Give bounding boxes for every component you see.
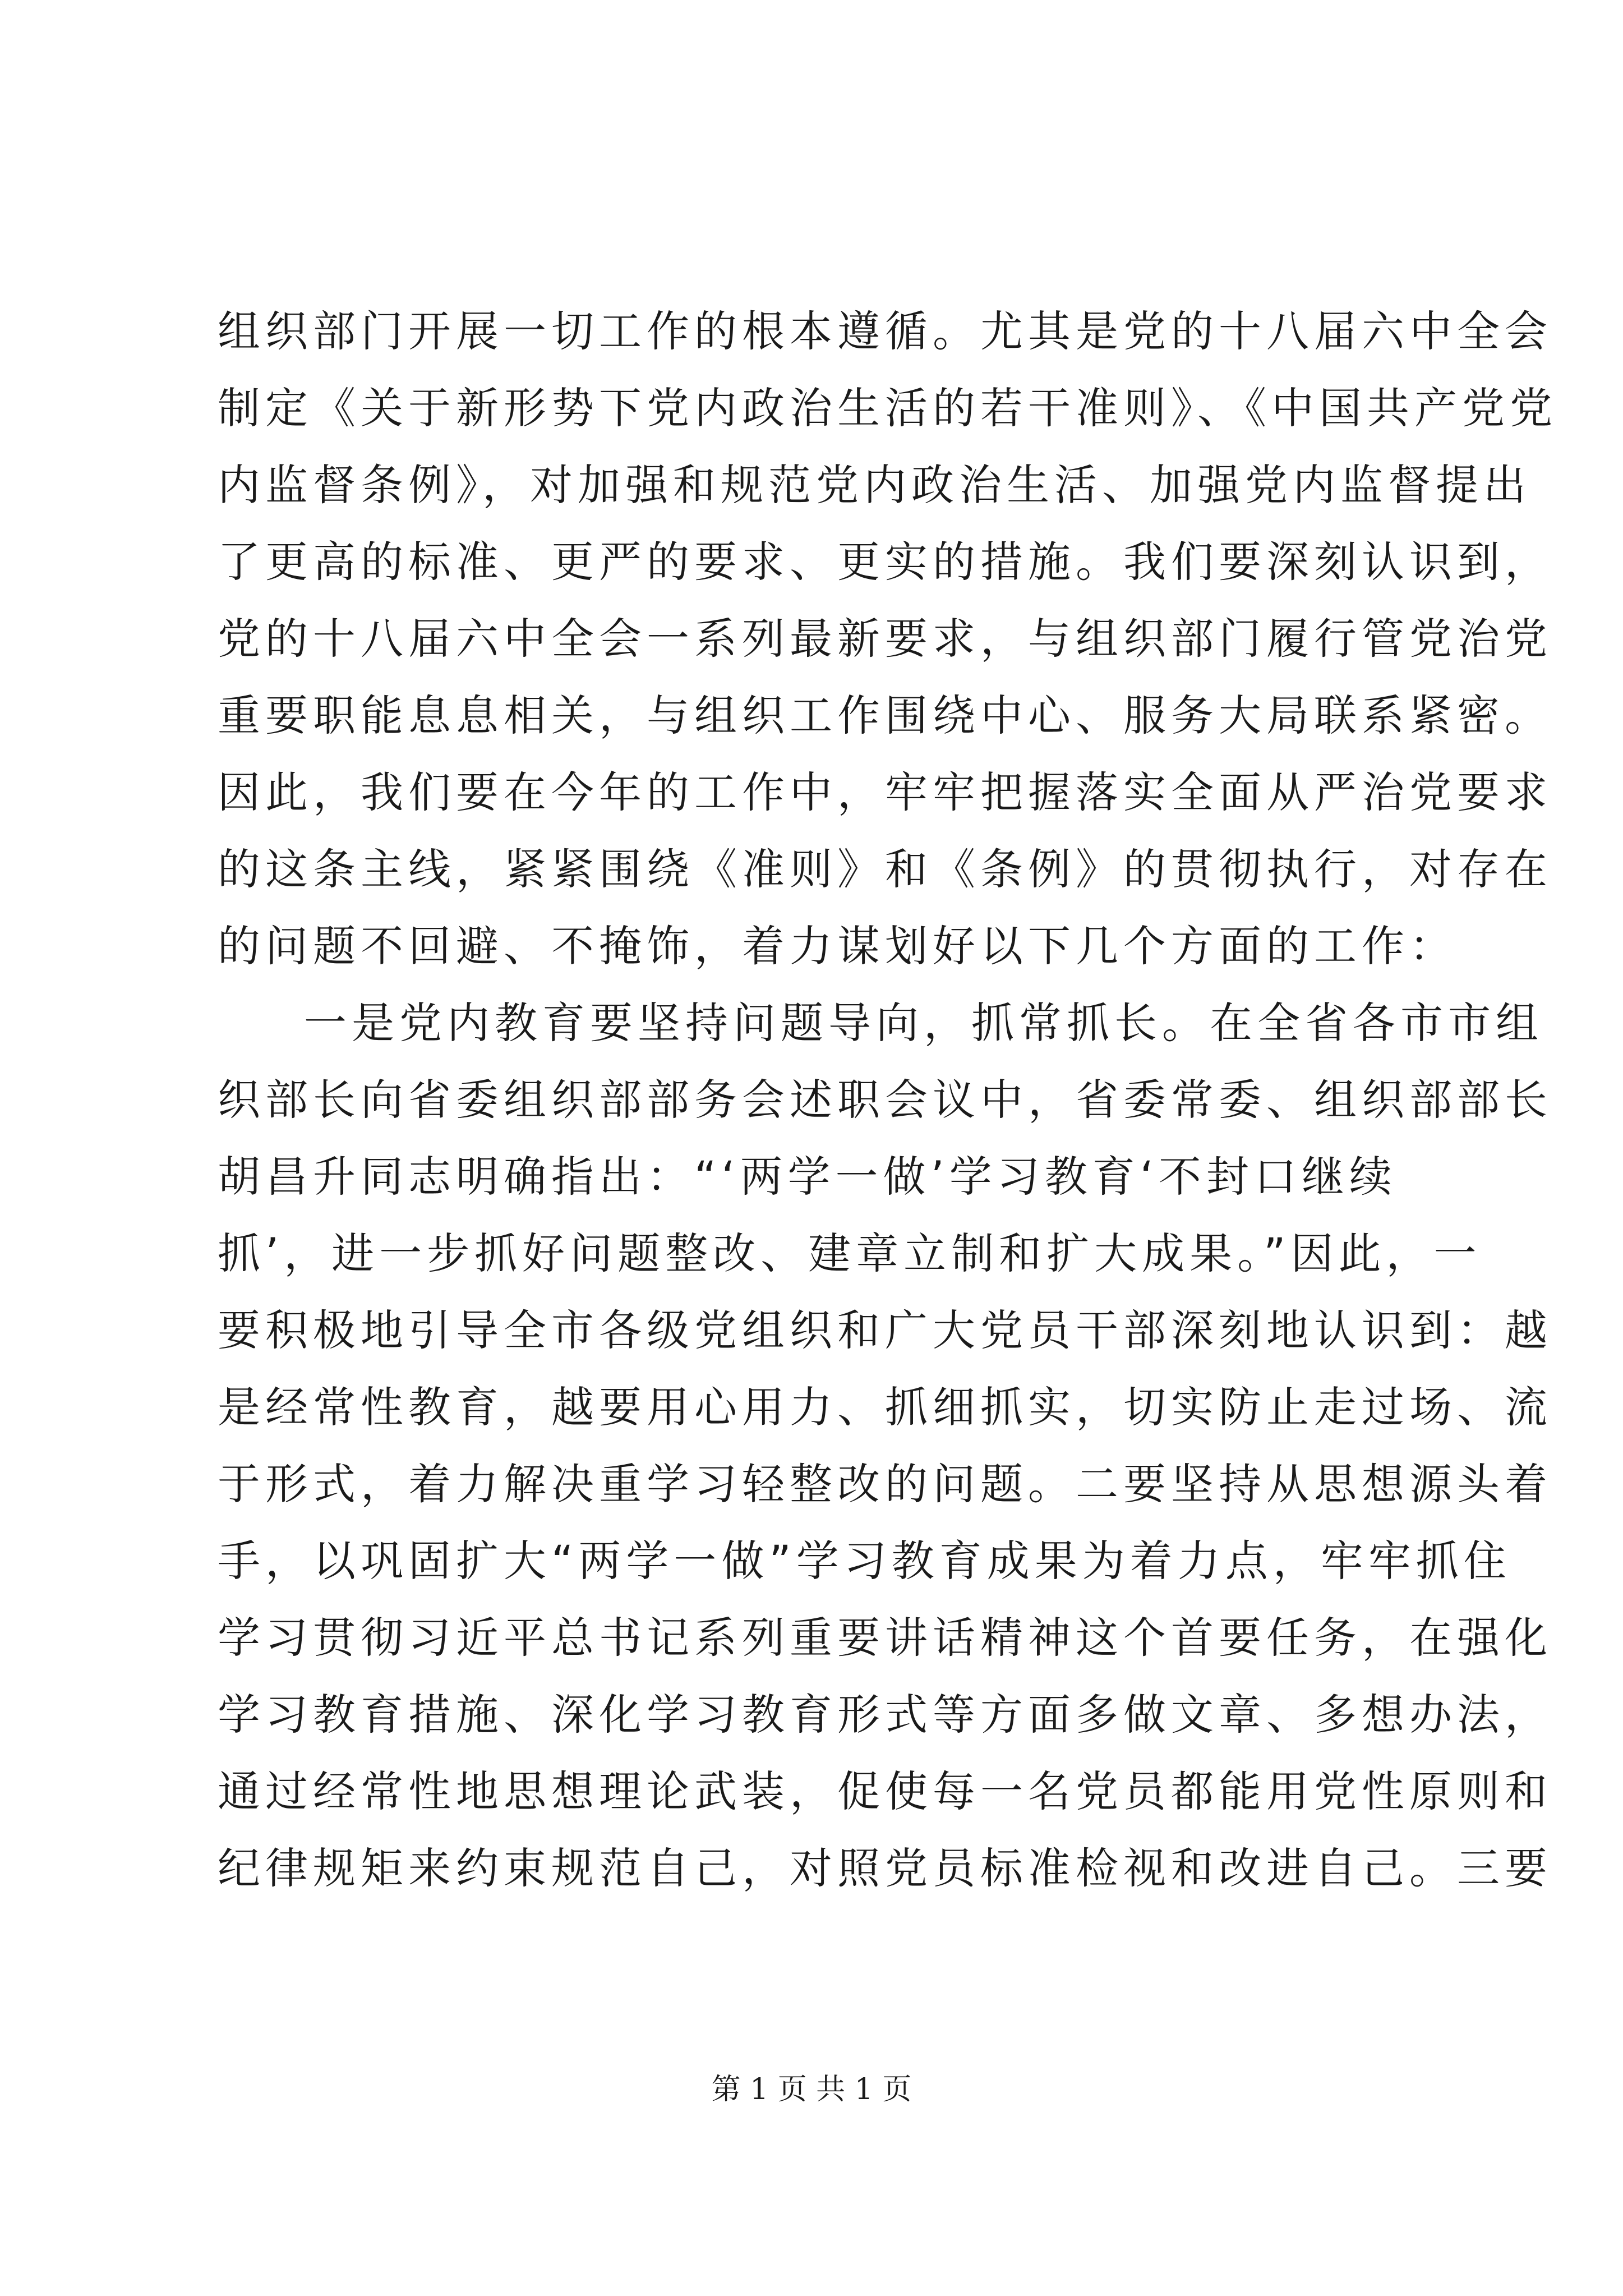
body-text-line: 党的十八届六中全会一系列最新要求，与组织部门履行管党治党 [218, 614, 1552, 664]
body-text-line: 了更高的标准、更严的要求、更实的措施。我们要深刻认识到， [218, 537, 1552, 587]
body-text-line: 通过经常性地思想理论武装，促使每一名党员都能用党性原则和 [218, 1766, 1552, 1816]
body-text-line: 重要职能息息相关，与组织工作围绕中心、服务大局联系紧密。 [218, 691, 1552, 740]
body-text-line: 是经常性教育，越要用心用力、抓细抓实，切实防止走过场、流 [218, 1382, 1552, 1432]
body-text-line: 组织部门开展一切工作的根本遵循。尤其是党的十八届六中全会 [218, 306, 1552, 356]
body-text-line: 纪律规矩来约束规范自己，对照党员标准检视和改进自己。三要 [218, 1843, 1552, 1893]
body-text-line: 胡昌升同志明确指出：“‘两学一做’学习教育‘不封口继续 [218, 1152, 1397, 1202]
body-text-line: 抓’，进一步抓好问题整改、建章立制和扩大成果。”因此，一 [218, 1228, 1482, 1278]
body-text-line: 于形式，着力解决重学习轻整改的问题。二要坚持从思想源头着 [218, 1459, 1552, 1509]
paragraph-first-line: 一是党内教育要坚持问题导向，抓常抓长。在全省各市市组 [304, 998, 1543, 1048]
page-footer: 第 1 页 共 1 页 [711, 2073, 912, 2106]
body-text-line: 的这条主线，紧紧围绕《准则》和《条例》的贯彻执行，对存在 [218, 844, 1552, 894]
body-text-line: 手，以巩固扩大“两学一做”学习教育成果为着力点，牢牢抓住 [218, 1536, 1511, 1586]
body-text-line: 织部长向省委组织部部务会述职会议中，省委常委、组织部部长 [218, 1075, 1552, 1125]
body-text-line: 学习贯彻习近平总书记系列重要讲话精神这个首要任务，在强化 [218, 1613, 1552, 1663]
body-text-line: 学习教育措施、深化学习教育形式等方面多做文章、多想办法， [218, 1690, 1552, 1740]
body-text-line: 因此，我们要在今年的工作中，牢牢把握落实全面从严治党要求 [218, 767, 1552, 817]
body-text-line: 内监督条例》，对加强和规范党内政治生活、加强党内监督提出 [218, 460, 1531, 510]
body-text-line: 要积极地引导全市各级党组织和广大党员干部深刻地认识到：越 [218, 1305, 1552, 1355]
body-text-line: 的问题不回避、不掩饰，着力谋划好以下几个方面的工作： [218, 921, 1457, 971]
body-text-line: 制定《关于新形势下党内政治生活的若干准则》、《中国共产党党 [218, 383, 1557, 433]
